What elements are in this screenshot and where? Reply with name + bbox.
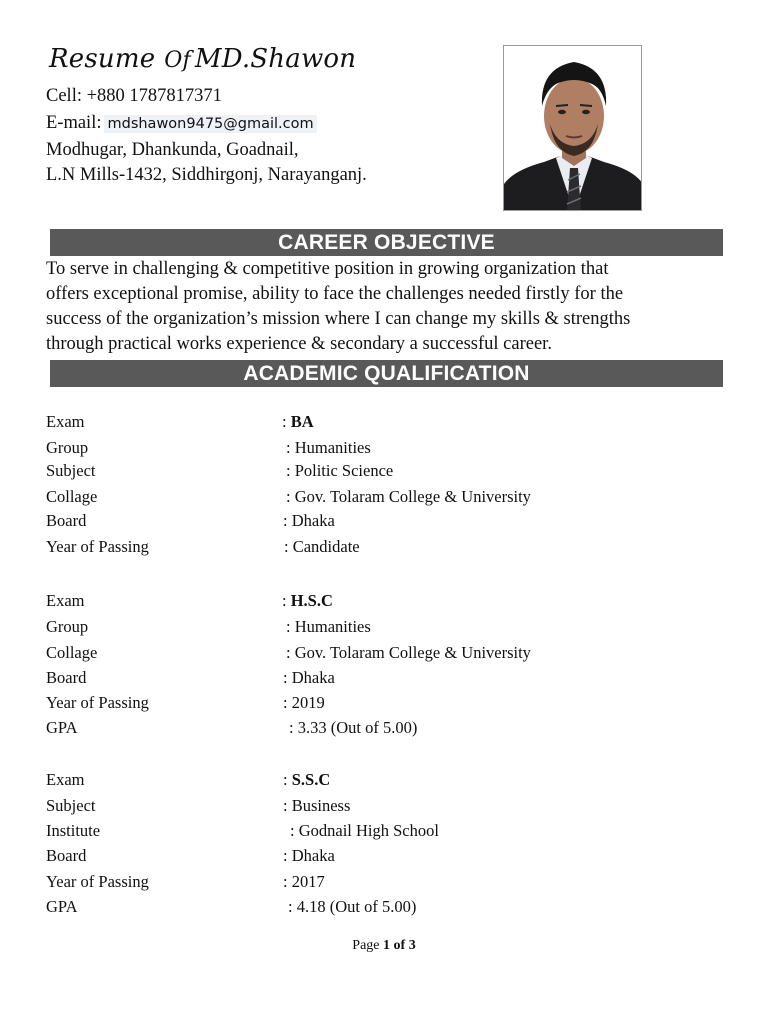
career-objective-heading: CAREER OBJECTIVE bbox=[50, 229, 723, 256]
row-value: : Gov. Tolaram College & University bbox=[286, 487, 531, 506]
row-value: : Candidate bbox=[284, 537, 360, 556]
row-label: Board bbox=[46, 511, 87, 530]
objective-line: offers exceptional promise, ability to face the challenges needed firstly for the bbox=[46, 284, 624, 304]
row-value: : Business bbox=[283, 796, 351, 815]
of-word: of bbox=[393, 938, 406, 953]
row-label: Subject bbox=[46, 461, 96, 480]
exam-name: BA bbox=[290, 412, 314, 431]
email-line bbox=[46, 113, 317, 134]
row-value: : 2017 bbox=[283, 872, 325, 891]
row-label: GPA bbox=[46, 897, 78, 916]
exam-name: H.S.C bbox=[290, 591, 333, 610]
row-label: Year of Passing bbox=[46, 537, 149, 556]
row-label: Collage bbox=[46, 487, 98, 506]
row-value: : Dhaka bbox=[283, 511, 335, 530]
row-label: GPA bbox=[46, 718, 78, 737]
row-label: Subject bbox=[46, 796, 96, 815]
page-number bbox=[0, 938, 768, 954]
page-current: 1 bbox=[383, 938, 391, 953]
title-main: Resume bbox=[49, 44, 156, 74]
row-value: : Dhaka bbox=[283, 846, 335, 865]
row-value: : Humanities bbox=[286, 617, 371, 636]
row-value: : Godnail High School bbox=[290, 821, 439, 840]
profile-photo bbox=[503, 45, 642, 211]
email-label: E-mail: bbox=[46, 113, 102, 133]
page-total: 3 bbox=[408, 938, 416, 953]
row-label: Exam bbox=[46, 412, 85, 431]
row-label: Exam bbox=[46, 591, 85, 610]
row-label: Board bbox=[46, 846, 87, 865]
objective-line: through practical works experience & secondary a successful career. bbox=[46, 334, 552, 354]
row-value: : Humanities bbox=[286, 438, 371, 457]
objective-line: To serve in challenging & competitive position in growing organization that bbox=[46, 259, 609, 279]
row-value: : 3.33 (Out of 5.00) bbox=[289, 718, 418, 737]
row-value: : S.S.C bbox=[283, 770, 331, 789]
row-value: : BA bbox=[282, 412, 314, 431]
row-value: : Politic Science bbox=[286, 461, 394, 480]
row-label: Institute bbox=[46, 821, 101, 840]
cell-number: Cell: +880 1787817371 bbox=[46, 86, 222, 106]
row-value: : 4.18 (Out of 5.00) bbox=[288, 897, 417, 916]
row-label: Year of Passing bbox=[46, 693, 149, 712]
title-of: Of bbox=[164, 48, 191, 73]
row-value: : Dhaka bbox=[283, 668, 335, 687]
career-objective-text bbox=[46, 257, 716, 357]
row-value: : 2019 bbox=[283, 693, 325, 712]
email-link[interactable]: mdshawon9475@gmail.com bbox=[104, 115, 316, 133]
title-name: MD.Shawon bbox=[194, 44, 357, 74]
profile-photo-icon bbox=[504, 46, 642, 211]
row-label: Collage bbox=[46, 643, 98, 662]
address-line-1: Modhugar, Dhankunda, Goadnail, bbox=[46, 140, 299, 160]
academic-qualification-heading: ACADEMIC QUALIFICATION bbox=[50, 360, 723, 387]
resume-title bbox=[49, 44, 356, 74]
row-label: Board bbox=[46, 668, 87, 687]
objective-line: success of the organization’s mission where I can change my skills & strengths bbox=[46, 309, 631, 329]
exam-name: S.S.C bbox=[291, 770, 331, 789]
row-value: : H.S.C bbox=[282, 591, 333, 610]
row-label: Group bbox=[46, 438, 89, 457]
page-word: Page bbox=[352, 938, 380, 953]
address-line-2: L.N Mills-1432, Siddhirgonj, Narayanganj. bbox=[46, 165, 367, 185]
row-label: Group bbox=[46, 617, 89, 636]
row-label: Exam bbox=[46, 770, 85, 789]
row-value: : Gov. Tolaram College & University bbox=[286, 643, 531, 662]
row-label: Year of Passing bbox=[46, 872, 149, 891]
